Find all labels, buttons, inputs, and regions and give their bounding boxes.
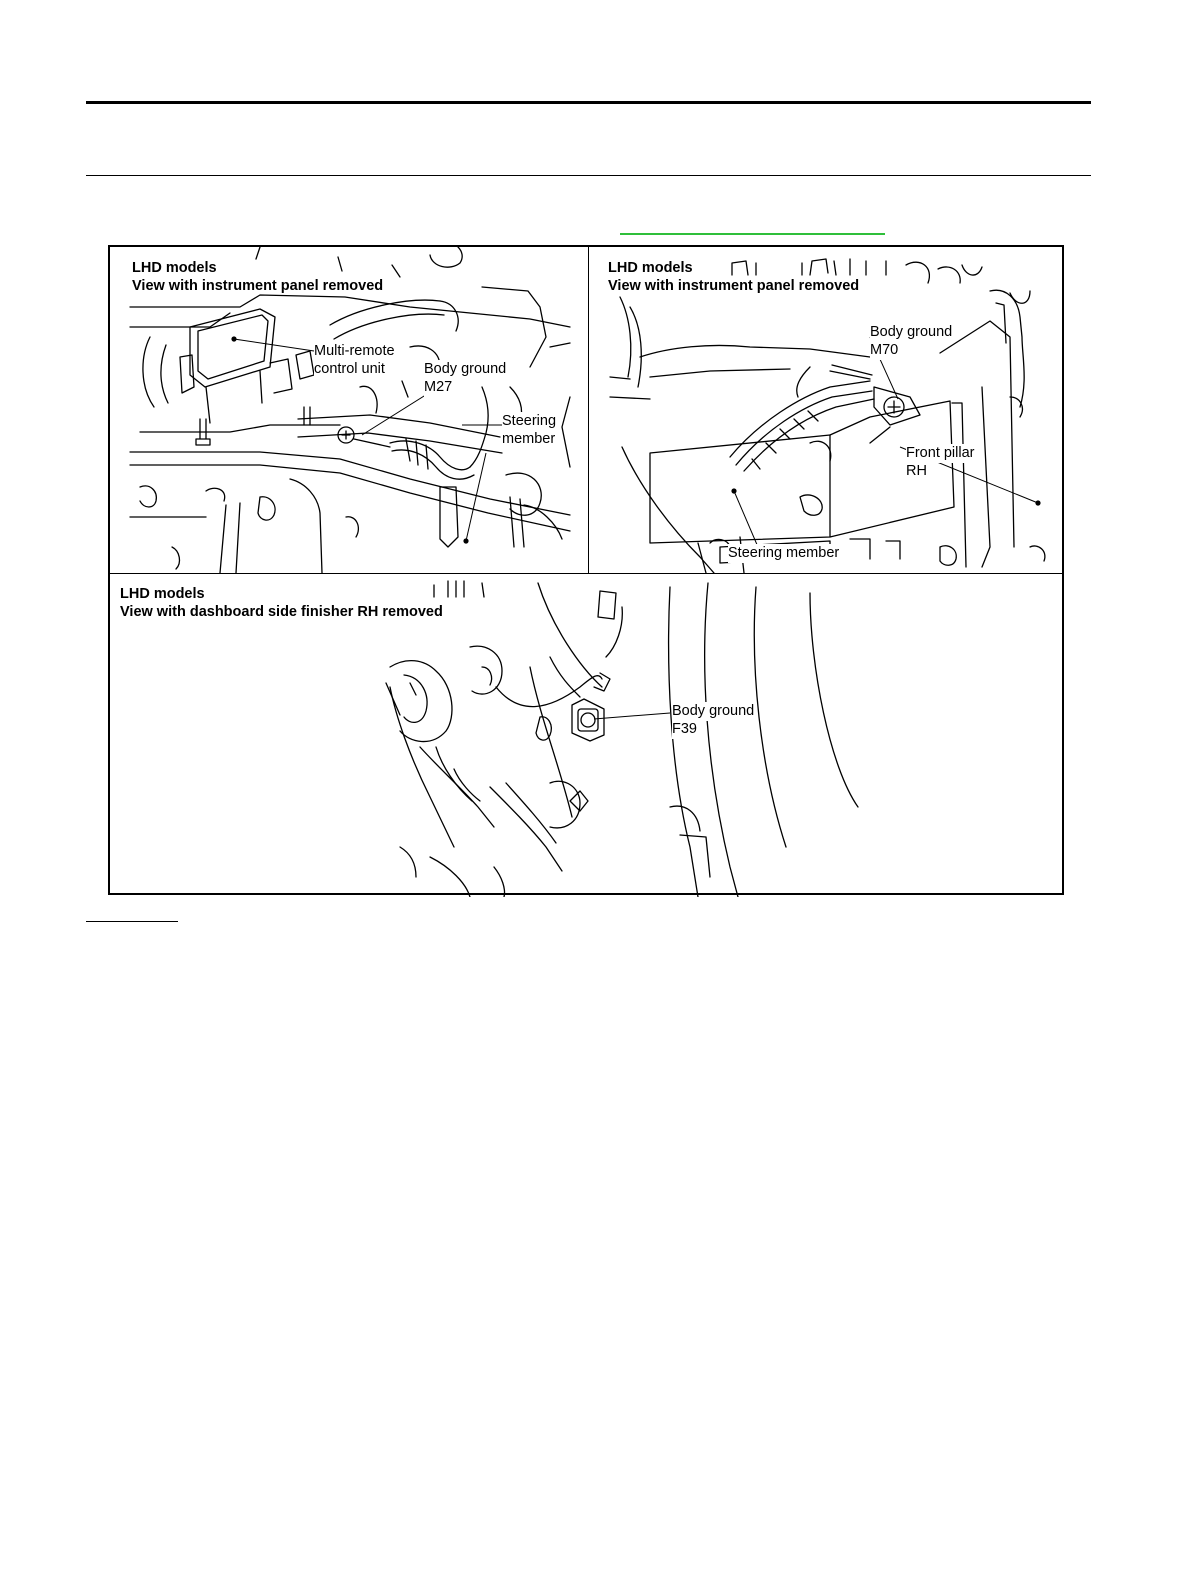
callout-steering-member-b: Steering member [728,545,840,561]
panel-a-title-line1: LHD models [132,260,217,276]
callout-front-pillar-line2: RH [906,463,927,479]
callout-steering-member-a-line2: member [502,431,556,447]
callout-body-ground-m70-line1: Body ground [870,324,953,340]
panel-c-title-line1: LHD models [120,586,205,602]
callout-body-ground-m70-line2: M70 [870,342,899,358]
callout-steering-member-a-line1: Steering [502,413,557,429]
callout-multi-remote-line1: Multi-remote [314,343,395,359]
panel-b-title-line1: LHD models [608,260,693,276]
reference-link-underline[interactable] [620,233,885,235]
bottom-underline [86,921,178,922]
header-rule-thick [86,101,1091,104]
header-rule-thin [86,175,1091,176]
panel-c-title-line2: View with dashboard side finisher RH removed [120,604,443,620]
panel-b-title-line2: View with instrument panel removed [608,278,860,294]
panel-c-illustration [110,247,1064,897]
callout-multi-remote-line2: control unit [314,361,385,377]
callout-body-ground-m27-line1: Body ground [424,361,507,377]
callout-body-ground-m27-line2: M27 [424,379,453,395]
callout-body-ground-f39-line1: Body ground [672,703,755,719]
ground-locations-figure [108,245,1064,895]
callout-body-ground-f39-line2: F39 [672,721,697,737]
callout-front-pillar-line1: Front pillar [906,445,975,461]
panel-a-title-line2: View with instrument panel removed [132,278,384,294]
